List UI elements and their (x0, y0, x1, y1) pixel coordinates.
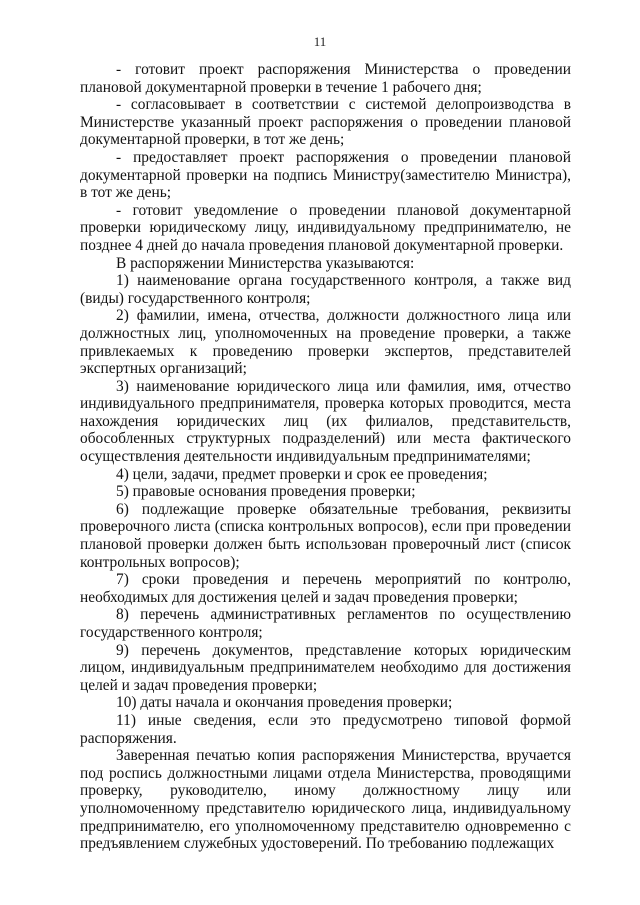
paragraph-submit-for-signature: - предоставляет проект распоряжения о проведении плановой документарной проверки на подпись Министру(заместителю Министра), в тот же день; (80, 148, 571, 202)
list-item-6: 6) подлежащие проверке обязательные требования, реквизиты проверочного листа (списка контрольных вопросов), если при проведении плановой проверки должен быть использован проверочный лист (список контрольных вопросов); (80, 500, 571, 571)
list-item-8: 8) перечень административных регламентов по осуществлению государственного контроля; (80, 606, 571, 641)
paragraph-prepare-order: - готовит проект распоряжения Министерства о проведении плановой документарной проверки в течение 1 рабочего дня; (80, 61, 571, 96)
list-item-4: 4) цели, задачи, предмет проверки и срок ее проведения; (116, 465, 488, 483)
paragraph-prepare-notice: - готовит уведомление о проведении плановой документарной проверки юридическому лицу, индивидуальному предпринимателю, не позднее 4 дней до начала проведения плановой документарной проверки. (80, 201, 571, 254)
list-item-7: 7) сроки проведения и перечень мероприятий по контролю, необходимых для достижения целей и задач проведения проверки; (80, 571, 571, 606)
list-item-3: 3) наименование юридического лица или фамилия, имя, отчество индивидуального предпринимателя, проверка которых проводится, места нахождения юридических лиц (их филиалов, представительств, обособленных структурных подразделений) или места фактического осуществления деятельности индивидуальным предпринимателями; (80, 377, 571, 466)
list-item-5: 5) правовые основания проведения проверки; (116, 483, 416, 501)
paragraph-approve-order: - согласовывает в соответствии с системой делопроизводства в Министерстве указанный проект распоряжения о проведении плановой документарной проверки, в тот же день; (80, 96, 571, 149)
document-body (80, 61, 571, 853)
paragraph-order-contents-intro: В распоряжении Министерства указываются: (116, 254, 415, 272)
list-item-1: 1) наименование органа государственного контроля, а также вид (виды) государственного контроля; (80, 272, 571, 307)
list-item-10: 10) даты начала и окончания проведения проверки; (116, 694, 453, 712)
paragraph-certified-copy: Заверенная печатью копия распоряжения Министерства, вручается под роспись должностными лицами отдела Министерства, проводящими проверку, руководителю, иному должностному лицу или уполномоченному представителю юридического лица, индивидуальному предпринимателю, его уполномоченному представителю одновременно с предъявлением служебных удостоверений. По требованию подлежащих (80, 747, 571, 853)
list-item-2: 2) фамилии, имена, отчества, должности должностного лица или должностных лиц, уполномоченных на проведение проверки, а также привлекаемых к проведению проверки экспертов, представителей экспертных организаций; (80, 307, 571, 378)
page-number: 11 (313, 34, 327, 49)
list-item-11: 11) иные сведения, если это предусмотрено типовой формой распоряжения. (80, 711, 571, 747)
list-item-9: 9) перечень документов, представление которых юридическим лицом, индивидуальным предпринимателем необходимо для достижения целей и задач проведения проверки; (80, 641, 571, 694)
